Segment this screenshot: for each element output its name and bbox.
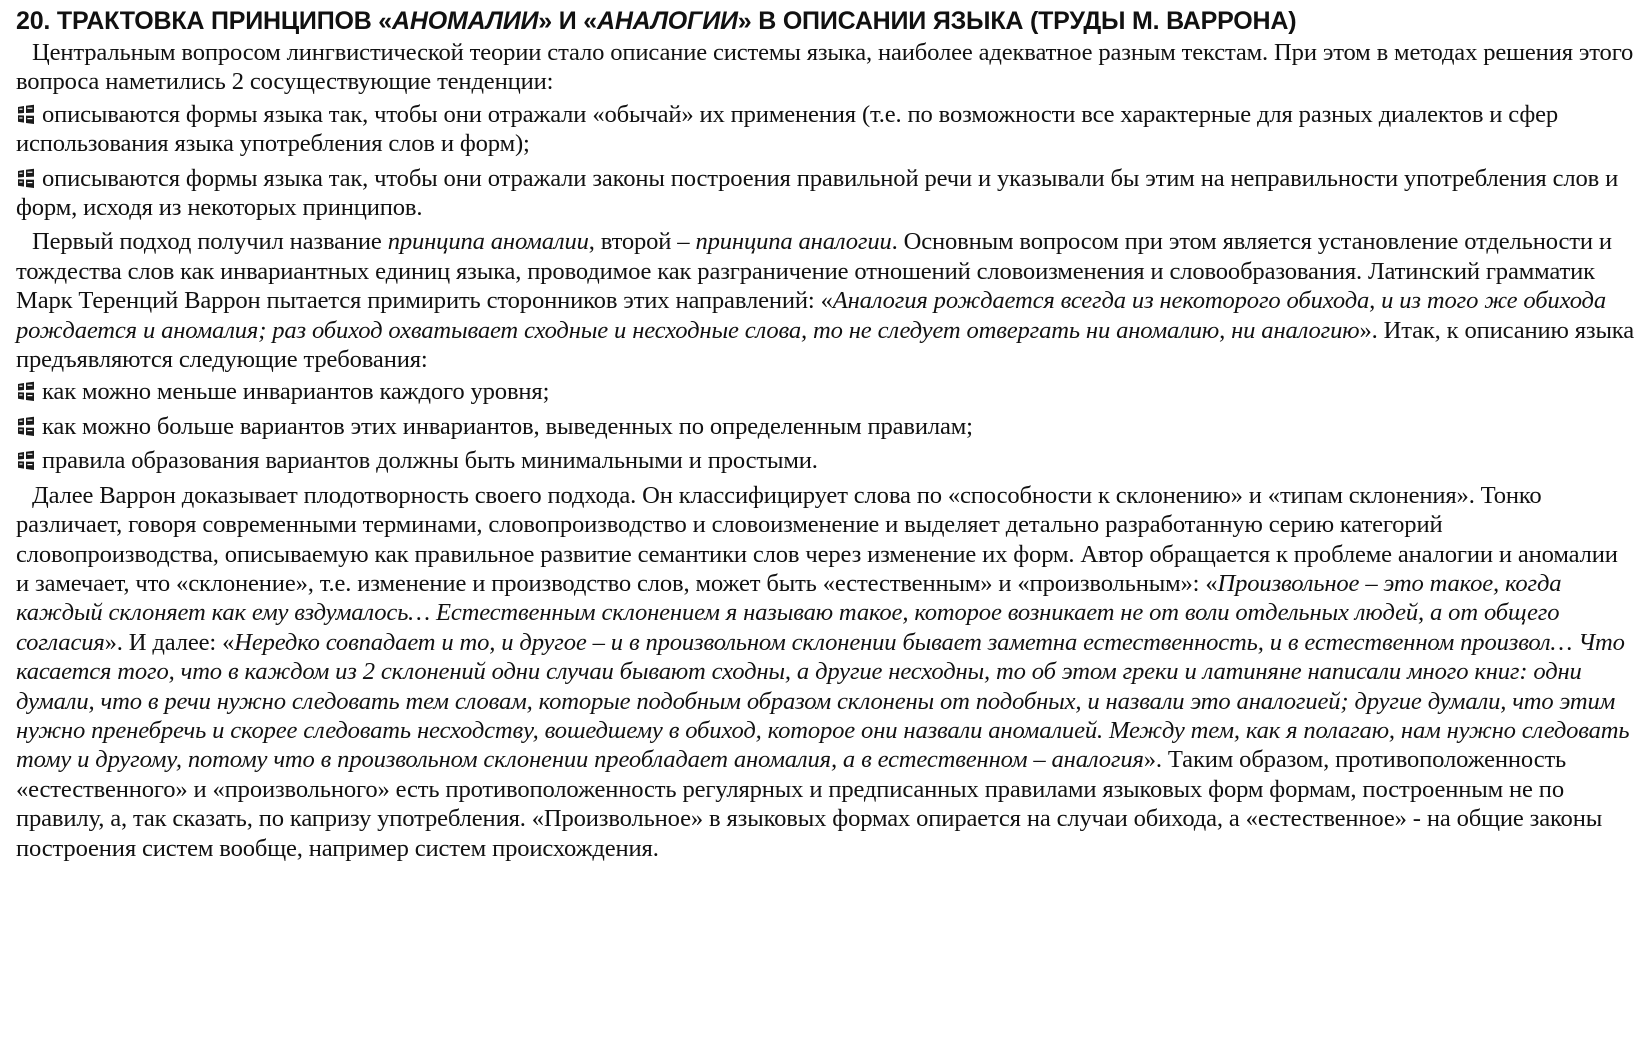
document-body — [16, 38, 1634, 863]
windows-logo-icon — [16, 381, 36, 402]
varro-quote: Нередко совпадает и то, и другое – и в произвольном склонении бывает заметна естественность, и в естественном произвол… Что касается того, что в каждом из 2 склонений одни случаи бывают сходны, а другие несходны, то об этом греки и латиняне написали много книг: одни думали, что в речи нужно следовать тем словам, которые подобным образом склонены от подобных, и назвали это аналогией; другие думали, что этим нужно пренебречь и скорее следовать несходству, вошедшему в обиход, которое они назвали аномалией. Между тем, как я полагаю, нам нужно следовать тому и другому, потому что в произвольном склонении преобладает аномалия, а в естественном – аналогия — [16, 628, 1630, 774]
text-run: . Основным вопросом при этом является установление отдельности и тождества слов как инвариантных единиц языка, проводимое как разграничение отношений словоизменения и словообразования. Латинский грамматик Марк Теренций Варрон пытается примирить сторонников этих направлений: « — [16, 228, 1612, 315]
text-run: ». Итак, к описанию языка предъявляются следующие требования: — [16, 316, 1635, 374]
principles-paragraph — [16, 227, 1634, 374]
document-page — [16, 4, 1634, 863]
windows-logo-icon — [16, 416, 36, 437]
varro-quote: Аналогия рождается всегда из некоторого обихода, и из того же обихода рождается и аномалия; раз обиход охватывает сходные и несходные слова, то не следует отвергать ни аномалию, ни аналогию — [16, 287, 1606, 344]
requirement-text: как можно меньше инвариантов каждого уровня; — [42, 378, 550, 406]
text-run: Далее Варрон доказывает плодотворность своего подхода. Он классифицирует слова по «способности к склонению» и «типам склонения». Тонко различает, говоря современными терминами, словопроизводство и словоизменение и выделяет детально разработанную серию категорий словопроизводства, описываемую как правильное развитие семантики слов через изменение их форм. Автор обращается к проблеме аналогии и аномалии и замечает, что «склонение», т.е. изменение и производство слов, может быть «естественным» и «произвольным»: « — [16, 481, 1618, 597]
windows-logo-icon — [16, 104, 36, 125]
title-term-analogy: АНАЛОГИИ — [596, 7, 738, 35]
text-run: , второй – — [588, 228, 696, 256]
title-part-1: 20. ТРАКТОВКА ПРИНЦИПОВ « — [16, 7, 393, 35]
title-part-2: » И « — [538, 7, 597, 35]
requirement-item — [16, 377, 1634, 406]
windows-logo-icon — [16, 168, 36, 189]
title-part-3: » В ОПИСАНИИ ЯЗЫКА (ТРУДЫ М. ВАРРОНА) — [737, 7, 1297, 35]
text-run: ». И далее: « — [104, 628, 235, 656]
term-anomaly-principle: принципа аномалии — [387, 228, 589, 256]
requirement-text: правила образования вариантов должны быть минимальными и простыми. — [42, 447, 818, 475]
page-title — [16, 4, 1634, 38]
varro-quote: Произвольное – это такое, когда каждый склоняет как ему вздумалось… Естественным склонением я называю такое, которое возникает не от воли отдельных людей, а от общего согласия — [16, 569, 1562, 656]
varro-approach-paragraph — [16, 481, 1634, 863]
requirement-text: как можно больше вариантов этих инвариантов, выведенных по определенным правилам; — [42, 412, 973, 440]
intro-paragraph: Центральным вопросом лингвистической теории стало описание системы языка, наиболее адекватное разным текстам. При этом в методах решения этого вопроса наметились 2 сосуществующие тенденции: — [16, 39, 1634, 96]
tendency-item — [16, 100, 1634, 159]
requirement-item — [16, 446, 1634, 475]
windows-logo-icon — [16, 450, 36, 471]
text-run: Первый подход получил название — [32, 228, 388, 256]
title-term-anomaly: АНОМАЛИИ — [392, 7, 539, 35]
tendency-item — [16, 164, 1634, 223]
text-run: ». Таким образом, противоположенность «естественного» и «произвольного» есть противоположенность регулярных и предписанных правилами языковых форм формам, построенным не по правилу, а, так сказать, по капризу употребления. «Произвольное» в языковых формах опирается на случаи обихода, а «естественное» - на общие законы построения систем вообще, например систем происхождения. — [16, 746, 1603, 862]
tendency-text: описываются формы языка так, чтобы они отражали законы построения правильной речи и указывали бы этим на неправильности употребления слов и форм, исходя из некоторых принципов. — [16, 164, 1619, 222]
requirement-item — [16, 412, 1634, 441]
term-analogy-principle: принципа аналогии — [695, 228, 892, 256]
tendency-text: описываются формы языка так, чтобы они отражали «обычай» их применения (т.е. по возможности все характерные для разных диалектов и сфер использования языка употребления слов и форм); — [16, 100, 1559, 158]
